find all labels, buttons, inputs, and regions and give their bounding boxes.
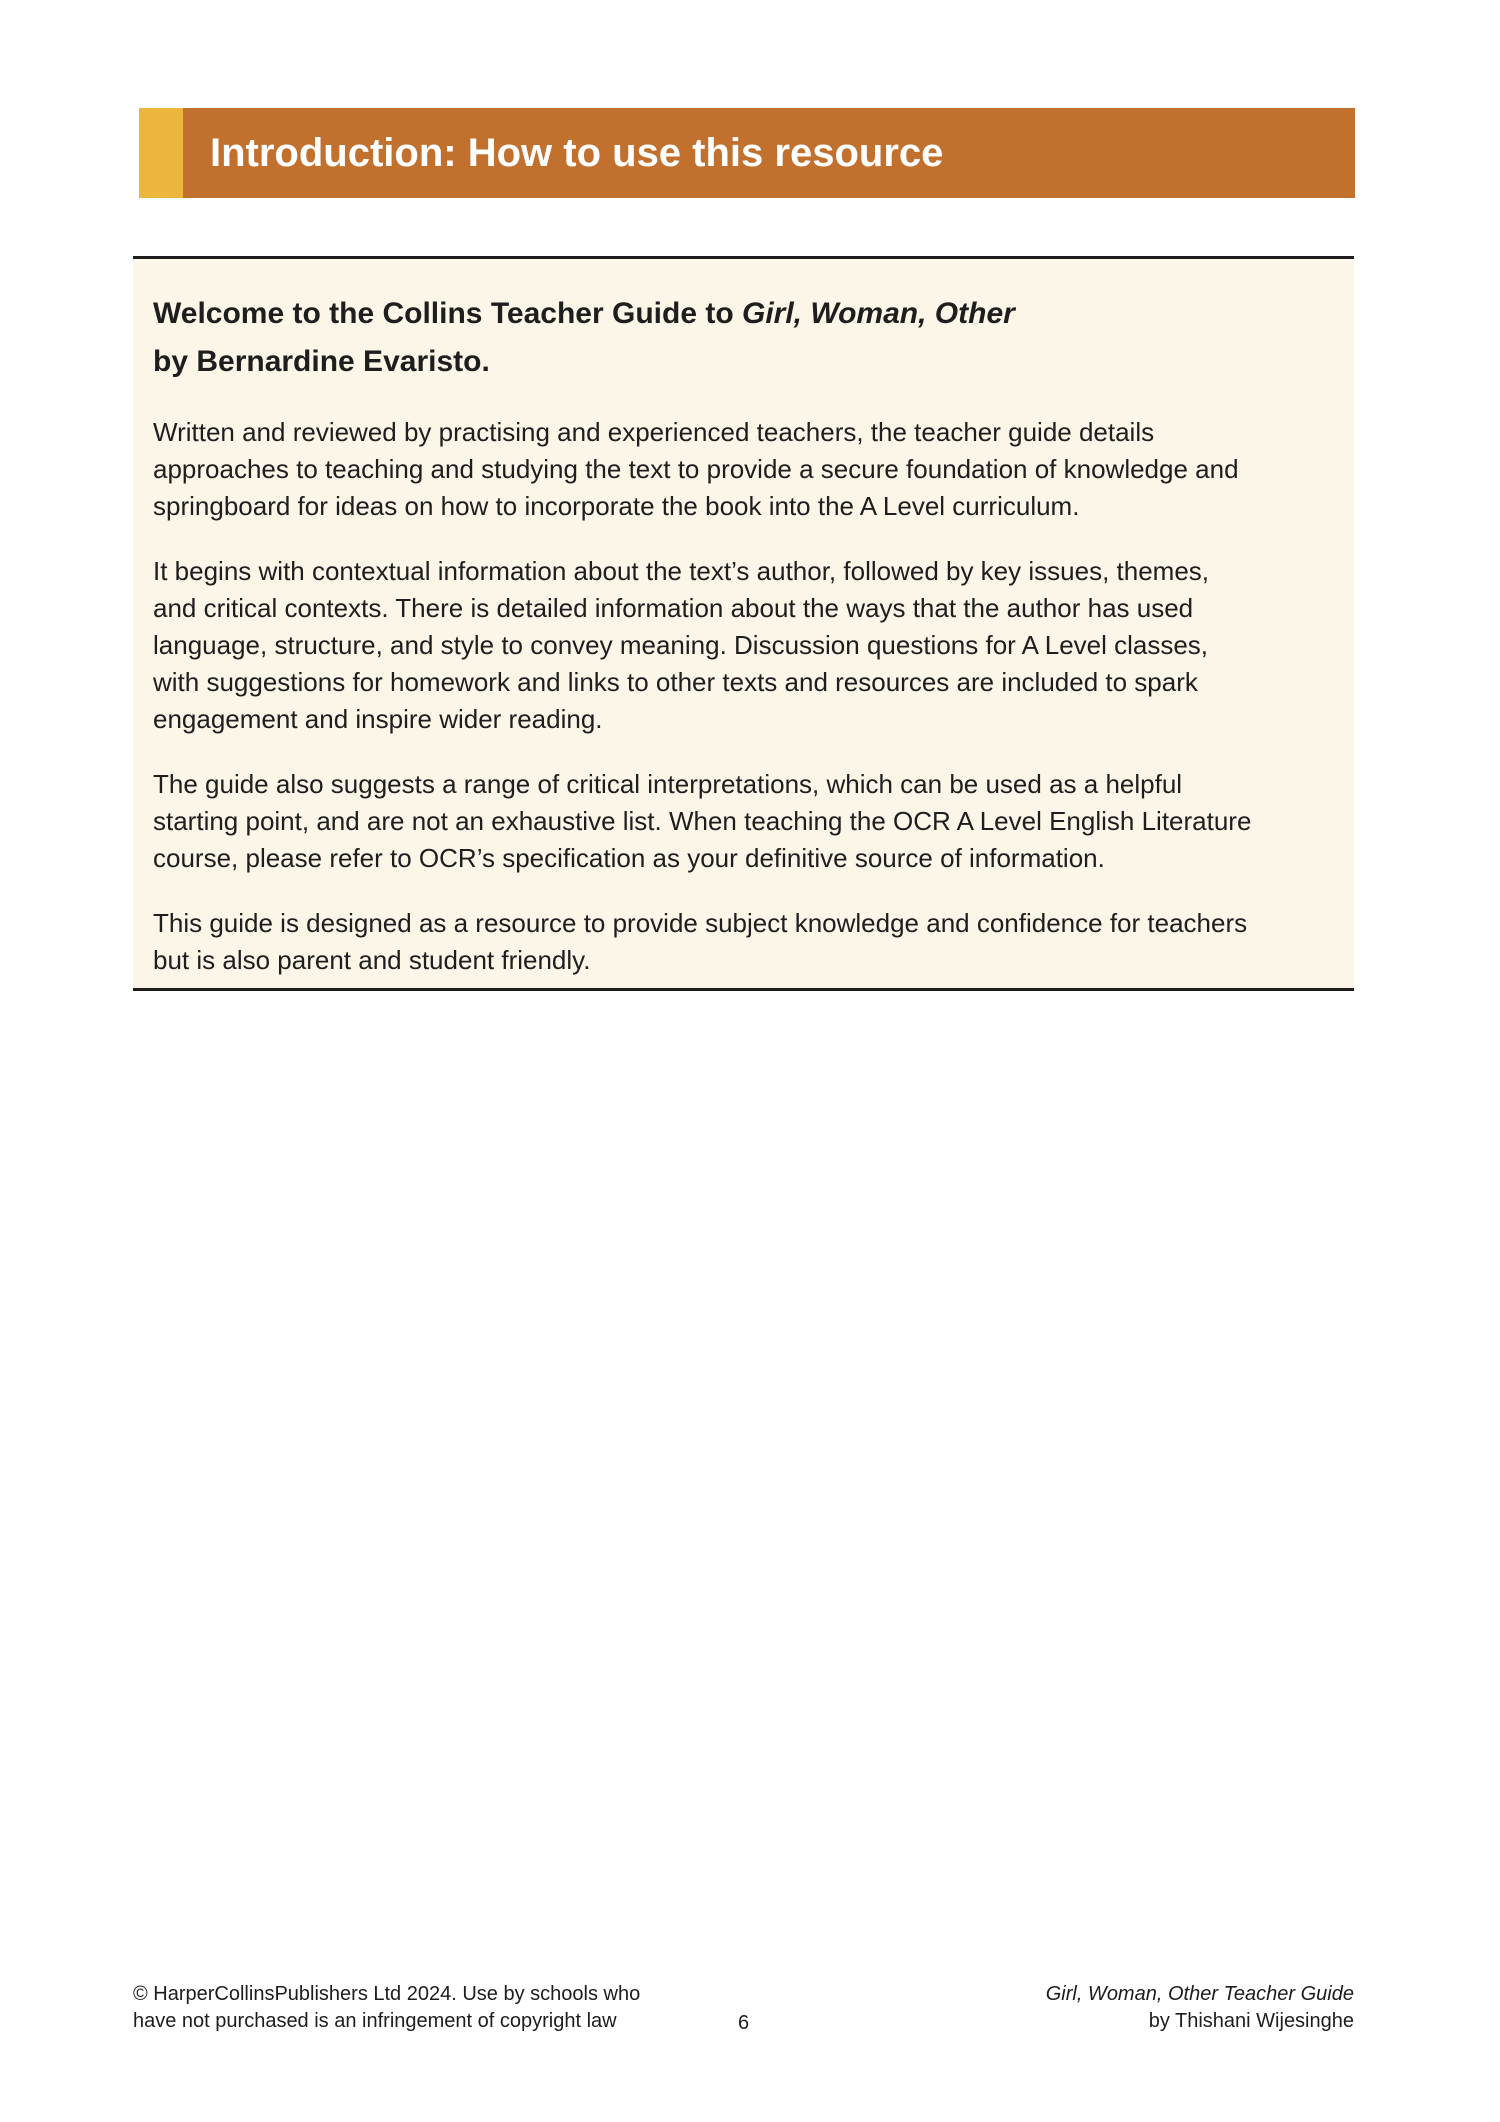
page-footer <box>133 1981 1354 2037</box>
intro-heading-author: by Bernardine Evaristo. <box>153 345 490 378</box>
intro-heading <box>153 290 1334 386</box>
book-title-italic: Girl, Woman, Other <box>741 297 1015 330</box>
intro-box <box>133 256 1354 991</box>
footer-author: by Thishani Wijesinghe <box>1148 2010 1354 2032</box>
footer-page-number: 6 <box>737 2012 750 2034</box>
footer-copyright: © HarperCollinsPublishers Ltd 2024. Use by schools who have not purchased is an infringement of copyright law <box>133 1983 641 2032</box>
intro-paragraph-2: It begins with contextual information about the text’s author, followed by key issues, themes, and critical contexts. There is detailed information about the ways that the author has used language, structure, and style to convey meaning. Discussion questions for A Level classes, with suggestions for homework and links to other texts and resources are included to spark engagement and inspire wider reading. <box>153 556 1209 734</box>
intro-paragraph-1: Written and reviewed by practising and experienced teachers, the teacher guide details approaches to teaching and studying the text to provide a secure foundation of knowledge and springboard for ideas on how to incorporate the book into the A Level curriculum. <box>153 417 1239 521</box>
intro-heading-regular: Welcome to the Collins Teacher Guide to <box>153 297 742 330</box>
accent-square <box>139 108 183 198</box>
intro-paragraph-4: This guide is designed as a resource to provide subject knowledge and confidence for teachers but is also parent and student friendly. <box>153 908 1248 975</box>
intro-paragraph-3: The guide also suggests a range of critical interpretations, which can be used as a helpful starting point, and are not an exhaustive list. When teaching the OCR A Level English Literature course, please refer to OCR’s specification as your definitive source of information. <box>153 769 1252 873</box>
page-title: Introduction: How to use this resource <box>210 130 944 175</box>
header-bar <box>183 108 1355 198</box>
footer-doc-title: Girl, Woman, Other Teacher Guide <box>1045 1983 1354 2005</box>
header-banner <box>139 108 1355 198</box>
footer-doc-credit <box>1046 1981 1354 2035</box>
